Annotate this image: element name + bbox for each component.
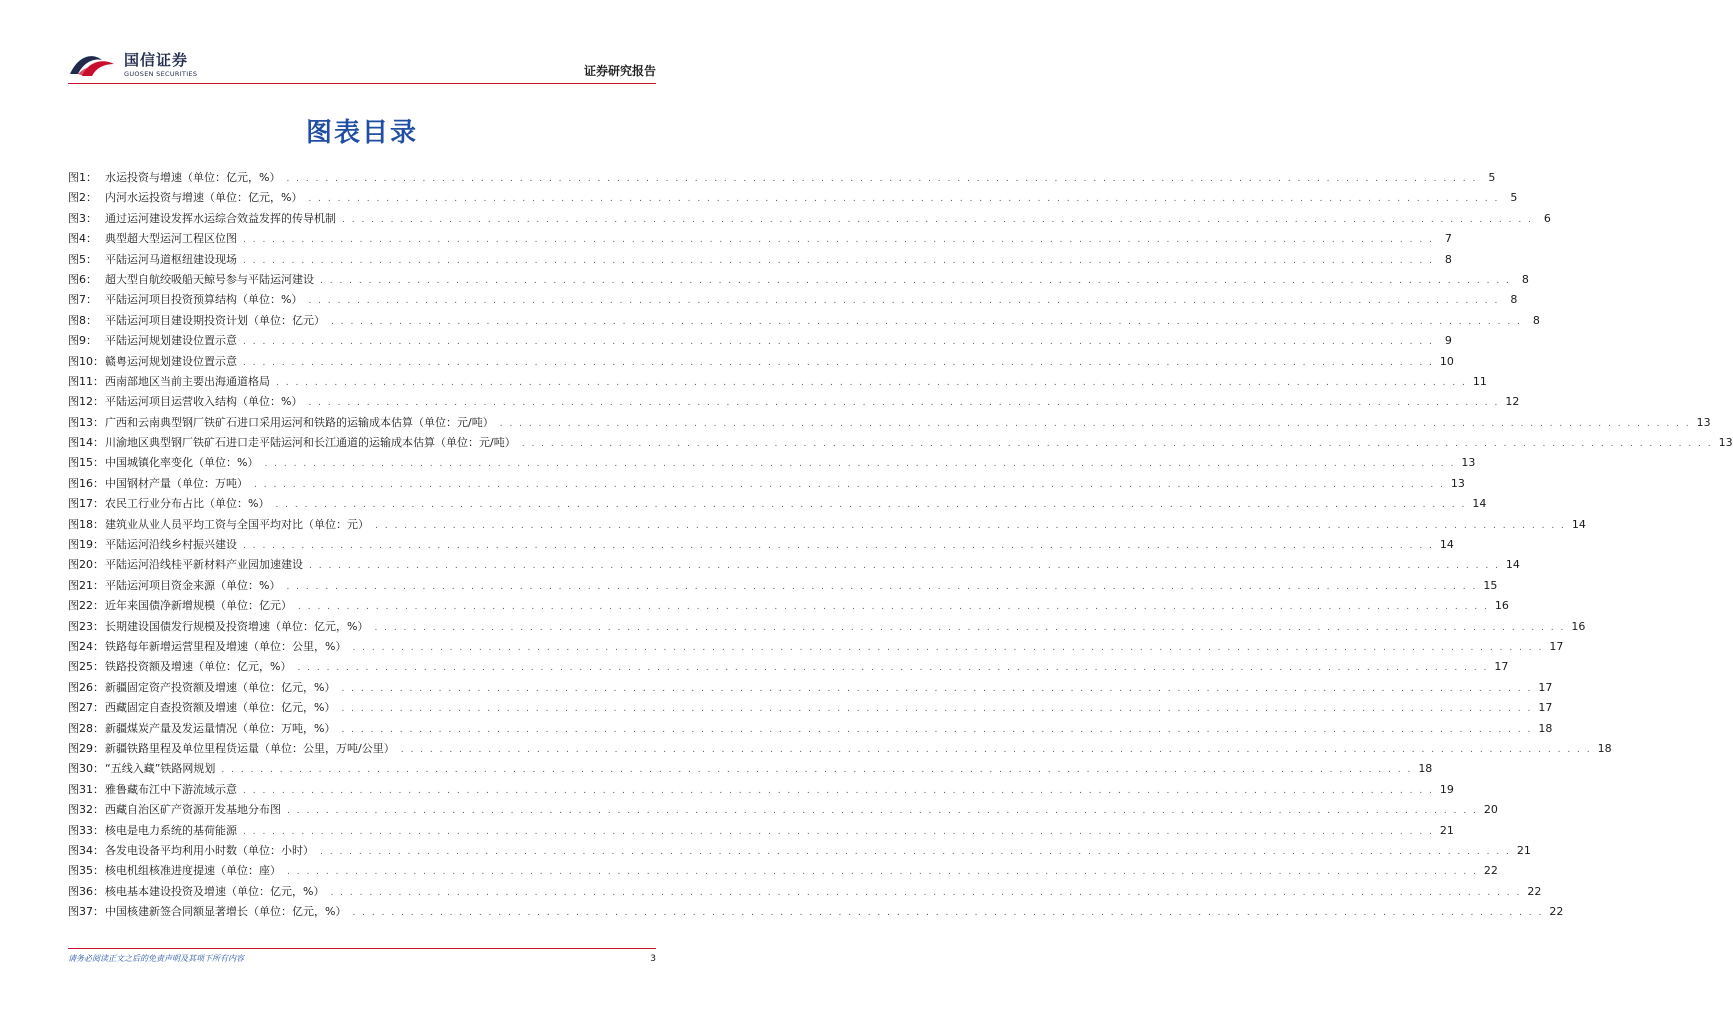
figure-page-number: 17 <box>1538 701 1553 715</box>
figure-page-number: 17 <box>1494 660 1509 674</box>
figure-title: 广西和云南典型钢厂铁矿石进口采用运河和铁路的运输成本估算（单位：元/吨） <box>105 415 494 429</box>
toc-entry[interactable] <box>68 433 1733 453</box>
figure-page-number: 21 <box>1516 843 1531 857</box>
figure-title: 中国核建新签合同额显著增长（单位：亿元，%） <box>105 905 347 919</box>
figure-page-number: 9 <box>1444 334 1452 348</box>
figure-number: 图23： <box>68 619 104 633</box>
figure-page-number: 17 <box>1549 639 1564 653</box>
toc-entry[interactable] <box>68 678 1553 698</box>
figure-page-number: 5 <box>1488 171 1496 184</box>
figure-number: 图20： <box>68 558 104 572</box>
figure-number: 图14： <box>68 436 104 450</box>
dot-leader <box>401 740 1592 760</box>
figure-page-number: 16 <box>1571 619 1586 633</box>
toc-entry[interactable] <box>68 250 1452 270</box>
figure-number: 图2： <box>68 191 97 205</box>
figure-page-number: 8 <box>1532 313 1540 327</box>
figure-title: 平陆运河项目资金来源（单位：%） <box>105 578 281 592</box>
figure-title: 核电机组核准进度提速（单位：座） <box>105 864 281 878</box>
figure-title: 平陆运河规划建设位置示意 <box>105 334 237 348</box>
report-type-label: 证券研究报告 <box>583 64 656 78</box>
dot-leader <box>221 760 1412 780</box>
guosen-logo-icon <box>68 50 118 80</box>
figure-page-number: 13 <box>1718 436 1733 450</box>
figure-number: 图10： <box>68 354 104 368</box>
figure-title: 西藏固定自查投资额及增速（单位：亿元，%） <box>105 701 336 715</box>
figure-page-number: 6 <box>1543 211 1551 225</box>
page-number: 3 <box>650 954 656 964</box>
figure-number: 图4： <box>68 232 97 246</box>
logo-chinese-name: 国信证券 <box>124 50 189 69</box>
figure-number: 图8： <box>68 313 97 327</box>
toc-entry[interactable] <box>68 413 1711 433</box>
toc-entry[interactable] <box>68 453 1476 473</box>
dot-leader <box>287 801 1478 821</box>
figure-page-number: 14 <box>1439 538 1454 552</box>
figure-title: 平陆运河项目投资预算结构（单位：%） <box>105 293 303 307</box>
figure-title: 铁路每年新增运营里程及增速（单位：公里，%） <box>105 639 347 653</box>
toc-entry[interactable] <box>68 372 1487 392</box>
toc-entry[interactable] <box>68 617 1586 637</box>
figure-page-number: 10 <box>1439 354 1454 368</box>
toc-entry[interactable] <box>68 902 1564 922</box>
figure-title: 长期建设国债发行规模及投资增速（单位：亿元，%） <box>105 619 369 633</box>
dot-leader <box>500 414 1691 434</box>
figure-page-number: 18 <box>1418 762 1433 776</box>
dot-leader <box>308 393 1499 413</box>
dot-leader <box>243 251 1434 271</box>
figure-page-number: 21 <box>1439 823 1454 837</box>
dot-leader <box>264 454 1455 474</box>
figure-page-number: 8 <box>1510 293 1518 307</box>
toc-entry[interactable] <box>68 311 1540 331</box>
figure-number: 图29： <box>68 741 104 755</box>
toc-entry[interactable] <box>68 392 1520 412</box>
footer-divider <box>68 948 656 949</box>
figure-title: 新疆固定资产投资额及增速（单位：亿元，%） <box>105 680 336 694</box>
toc-entry[interactable] <box>68 209 1551 229</box>
figure-title: 川渝地区典型钢厂铁矿石进口走平陆运河和长江通道的运输成本估算（单位：元/吨） <box>105 436 516 450</box>
figure-title: 典型超大型运河工程区位图 <box>105 232 237 246</box>
toc-entry[interactable] <box>68 882 1542 902</box>
company-logo <box>68 50 197 80</box>
figure-number: 图28： <box>68 721 104 735</box>
dot-leader <box>308 291 1499 311</box>
toc-entry[interactable] <box>68 270 1529 290</box>
toc-entry[interactable] <box>68 352 1454 372</box>
toc-entry[interactable] <box>68 229 1452 249</box>
figure-title: 近年来国债净新增规模（单位：亿元） <box>105 599 292 613</box>
toc-entry[interactable] <box>68 494 1487 514</box>
toc-entry[interactable] <box>68 596 1509 616</box>
figure-title: 平陆运河沿线乡村振兴建设 <box>105 538 237 552</box>
figure-title: 各发电设备平均利用小时数（单位：小时） <box>105 843 314 857</box>
figure-number: 图19： <box>68 538 104 552</box>
disclaimer-note: 请务必阅读正文之后的免责声明及其项下所有内容 <box>68 954 244 963</box>
dot-leader <box>298 597 1489 617</box>
figure-index-list <box>68 168 1733 922</box>
figure-page-number: 22 <box>1549 905 1564 919</box>
dot-leader <box>243 332 1434 352</box>
figure-number: 图26： <box>68 680 104 694</box>
header-divider <box>68 83 656 84</box>
dot-leader <box>374 618 1565 638</box>
figure-page-number: 14 <box>1571 517 1586 531</box>
dot-leader <box>243 781 1434 801</box>
dot-leader <box>276 373 1467 393</box>
figure-number: 图30： <box>68 762 104 776</box>
page-title: 图表目录 <box>305 118 418 148</box>
dot-leader <box>286 577 1477 597</box>
figure-number: 图24： <box>68 639 104 653</box>
figure-number: 图13： <box>68 415 104 429</box>
toc-entry[interactable] <box>68 800 1498 820</box>
figure-page-number: 18 <box>1538 721 1553 735</box>
dot-leader <box>330 883 1521 903</box>
figure-number: 图7： <box>68 293 97 307</box>
figure-number: 图22： <box>68 599 104 613</box>
figure-page-number: 19 <box>1439 782 1454 796</box>
figure-number: 图35： <box>68 864 104 878</box>
dot-leader <box>352 903 1543 923</box>
figure-number: 图32： <box>68 803 104 817</box>
toc-entry[interactable] <box>68 698 1553 718</box>
figure-page-number: 13 <box>1450 476 1465 490</box>
figure-title: 水运投资与增速（单位：亿元，%） <box>105 171 281 184</box>
figure-number: 图21： <box>68 578 104 592</box>
dot-leader <box>275 495 1466 515</box>
figure-title: 平陆运河沿线桂平新材料产业园加速建设 <box>105 558 303 572</box>
figure-page-number: 16 <box>1494 599 1509 613</box>
figure-number: 图17： <box>68 497 104 511</box>
figure-title: 雅鲁藏布江中下游流域示意 <box>105 782 237 796</box>
dot-leader <box>243 822 1434 842</box>
figure-page-number: 14 <box>1472 497 1487 511</box>
figure-number: 图36： <box>68 884 104 898</box>
figure-number: 图31： <box>68 782 104 796</box>
figure-page-number: 13 <box>1461 456 1476 470</box>
figure-title: 内河水运投资与增速（单位：亿元，%） <box>105 191 303 205</box>
figure-page-number: 22 <box>1527 884 1542 898</box>
toc-entry[interactable] <box>68 535 1454 555</box>
toc-entry[interactable] <box>68 637 1564 657</box>
figure-title: 新疆铁路里程及单位里程货运量（单位：公里，万吨/公里） <box>105 741 395 755</box>
toc-entry[interactable] <box>68 474 1465 494</box>
dot-leader <box>352 638 1543 658</box>
toc-entry[interactable] <box>68 555 1520 575</box>
figure-title: 平陆运河马道枢纽建设现场 <box>105 252 237 266</box>
toc-entry[interactable] <box>68 759 1433 779</box>
figure-title: 平陆运河项目运营收入结构（单位：%） <box>105 395 303 409</box>
figure-page-number: 8 <box>1521 272 1529 286</box>
dot-leader <box>341 699 1532 719</box>
dot-leader <box>309 556 1500 576</box>
toc-entry[interactable] <box>68 168 1496 188</box>
dot-leader <box>341 720 1532 740</box>
toc-entry[interactable] <box>68 657 1509 677</box>
toc-entry[interactable] <box>68 821 1454 841</box>
figure-page-number: 12 <box>1505 395 1520 409</box>
toc-entry[interactable] <box>68 290 1518 310</box>
dot-leader <box>308 189 1499 209</box>
figure-title: 建筑业从业人员平均工资与全国平均对比（单位：元） <box>105 517 369 531</box>
figure-number: 图11： <box>68 374 104 388</box>
figure-title: 铁路投资额及增速（单位：亿元，%） <box>105 660 292 674</box>
figure-page-number: 13 <box>1696 415 1711 429</box>
figure-title: 农民工行业分布占比（单位：%） <box>105 497 270 511</box>
dot-leader <box>375 516 1566 536</box>
figure-number: 图3： <box>68 211 97 225</box>
figure-title: 西藏自治区矿产资源开发基地分布图 <box>105 803 281 817</box>
figure-page-number: 11 <box>1472 374 1487 388</box>
dot-leader <box>331 312 1522 332</box>
dot-leader <box>341 679 1532 699</box>
figure-title: 核电是电力系统的基荷能源 <box>105 823 237 837</box>
toc-entry[interactable] <box>68 861 1498 881</box>
dot-leader <box>243 536 1434 556</box>
figure-number: 图9： <box>68 334 97 348</box>
dot-leader <box>243 230 1434 250</box>
toc-entry[interactable] <box>68 780 1454 800</box>
toc-entry[interactable] <box>68 841 1531 861</box>
dot-leader <box>297 658 1488 678</box>
dot-leader <box>254 475 1445 495</box>
figure-page-number: 17 <box>1538 680 1553 694</box>
figure-title: 核电基本建设投资及增速（单位：亿元，%） <box>105 884 325 898</box>
figure-title: 平陆运河项目建设期投资计划（单位：亿元） <box>105 313 325 327</box>
figure-page-number: 7 <box>1444 232 1452 246</box>
figure-number: 图25： <box>68 660 104 674</box>
dot-leader <box>320 271 1511 291</box>
dot-leader <box>287 862 1478 882</box>
toc-entry[interactable] <box>68 576 1498 596</box>
figure-title: “五线入藏”铁路网规划 <box>105 762 216 776</box>
figure-page-number: 14 <box>1505 558 1520 572</box>
figure-number: 图18： <box>68 517 104 531</box>
figure-number: 图37： <box>68 905 104 919</box>
page-header <box>68 50 656 84</box>
figure-number: 图27： <box>68 701 104 715</box>
figure-number: 图6： <box>68 272 97 286</box>
dot-leader <box>522 434 1713 454</box>
figure-number: 图33： <box>68 823 104 837</box>
figure-page-number: 5 <box>1510 191 1518 205</box>
toc-entry[interactable] <box>68 331 1452 351</box>
figure-number: 图12： <box>68 395 104 409</box>
dot-leader <box>286 169 1477 189</box>
figure-page-number: 22 <box>1483 864 1498 878</box>
toc-entry[interactable] <box>68 515 1586 535</box>
figure-title: 超大型自航绞吸船天鲸号参与平陆运河建设 <box>105 272 314 286</box>
figure-number: 图5： <box>68 252 97 266</box>
figure-number: 图1： <box>68 171 97 184</box>
figure-title: 中国城镇化率变化（单位：%） <box>105 456 259 470</box>
toc-entry[interactable] <box>68 739 1612 759</box>
figure-page-number: 8 <box>1444 252 1452 266</box>
dot-leader <box>243 353 1434 373</box>
figure-number: 图16： <box>68 476 104 490</box>
figure-title: 中国钢材产量（单位：万吨） <box>105 476 248 490</box>
logo-english-name: GUOSEN SECURITIES <box>124 69 198 78</box>
figure-title: 新疆煤炭产量及发运量情况（单位：万吨，%） <box>105 721 336 735</box>
figure-title: 赣粤运河规划建设位置示意 <box>105 354 237 368</box>
figure-page-number: 20 <box>1483 803 1498 817</box>
toc-entry[interactable] <box>68 719 1553 739</box>
figure-title: 通过运河建设发挥水运综合效益发挥的传导机制 <box>105 211 336 225</box>
figure-number: 图15： <box>68 456 104 470</box>
dot-leader <box>342 210 1533 230</box>
figure-number: 图34： <box>68 843 104 857</box>
dot-leader <box>320 842 1511 862</box>
figure-page-number: 18 <box>1597 741 1612 755</box>
figure-title: 西南部地区当前主要出海通道格局 <box>105 374 270 388</box>
toc-entry[interactable] <box>68 188 1518 208</box>
figure-page-number: 15 <box>1483 578 1498 592</box>
